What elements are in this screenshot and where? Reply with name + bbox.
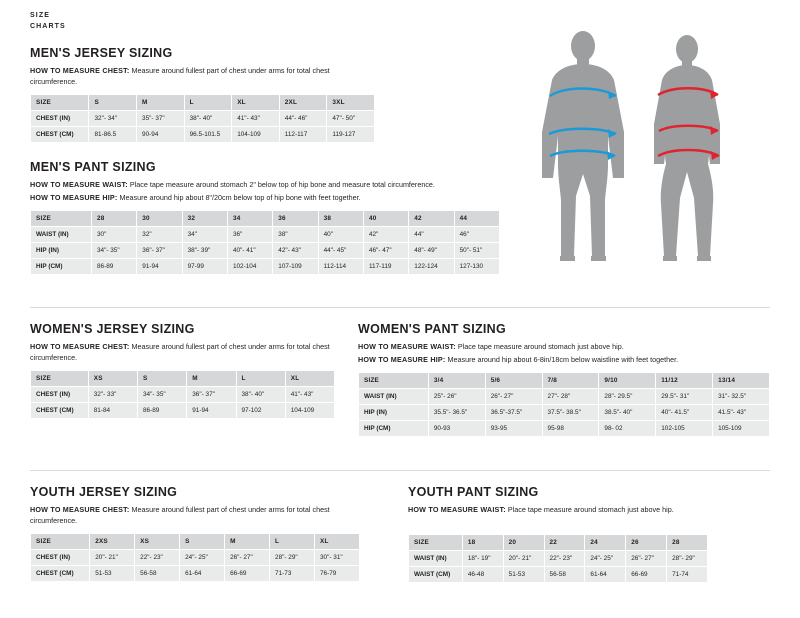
table-header-row — [31, 534, 360, 550]
page-title-line2: CHARTS — [30, 23, 66, 30]
th-13-14: 13/14 — [713, 373, 770, 389]
th-44: 44 — [454, 211, 499, 227]
th-xl: XL — [232, 95, 280, 111]
instruction-lead: HOW TO MEASURE CHEST: — [30, 342, 130, 351]
cell: 24"- 25" — [180, 550, 225, 566]
cell: 20"- 21" — [503, 550, 544, 566]
table-youth-jersey — [30, 533, 360, 582]
cell: 90-93 — [428, 421, 485, 437]
cell: 38" — [273, 227, 318, 243]
cell: 105-109 — [713, 421, 770, 437]
table-row — [31, 127, 375, 143]
section-youth-pant-sizing — [408, 485, 708, 583]
cell: 24"- 25" — [585, 550, 626, 566]
table-row — [359, 389, 770, 405]
row-label: CHEST (CM) — [31, 566, 90, 582]
cell: 46" — [454, 227, 499, 243]
cell: 41"- 43" — [232, 111, 280, 127]
cell: 95-98 — [542, 421, 599, 437]
cell: 61-64 — [180, 566, 225, 582]
instruction-text: Place tape measure around stomach just above hip. — [455, 342, 624, 351]
cell: 119-127 — [327, 127, 375, 143]
cell: 31"- 32.5" — [713, 389, 770, 405]
row-label: HIP (IN) — [359, 405, 429, 421]
table-header-row — [359, 373, 770, 389]
cell: 51-53 — [503, 566, 544, 582]
th-32: 32 — [182, 211, 227, 227]
cell: 27"- 28" — [542, 389, 599, 405]
cell: 22"- 23" — [544, 550, 585, 566]
cell: 36" — [227, 227, 272, 243]
th-36: 36 — [273, 211, 318, 227]
divider-bottom — [30, 470, 770, 471]
th-l: L — [270, 534, 315, 550]
cell: 32" — [137, 227, 182, 243]
th-20: 20 — [503, 534, 544, 550]
cell: 71-74 — [667, 566, 708, 582]
cell: 41.5"- 43" — [713, 405, 770, 421]
th-size: SIZE — [359, 373, 429, 389]
table-row — [359, 405, 770, 421]
cell: 90-94 — [137, 127, 185, 143]
th-l: L — [236, 371, 285, 387]
th-28: 28 — [91, 211, 136, 227]
section-title: WOMEN'S PANT SIZING — [358, 322, 507, 336]
cell: 30" — [91, 227, 136, 243]
th-34: 34 — [227, 211, 272, 227]
cell: 86-89 — [91, 259, 136, 275]
cell: 104-109 — [232, 127, 280, 143]
cell: 25"- 26" — [428, 389, 485, 405]
th-11-12: 11/12 — [656, 373, 713, 389]
page-title-line1: SIZE — [30, 12, 50, 19]
cell: 127-130 — [454, 259, 499, 275]
table-header-row — [31, 95, 375, 111]
th-7-8: 7/8 — [542, 373, 599, 389]
cell: 35"- 37" — [137, 111, 185, 127]
cell: 36"- 37" — [137, 243, 182, 259]
cell: 32"- 34" — [89, 111, 137, 127]
cell: 97-102 — [236, 403, 285, 419]
section-mens-jersey-sizing — [30, 46, 375, 143]
th-size: SIZE — [31, 211, 92, 227]
cell: 44"- 46" — [279, 111, 327, 127]
instruction-text: Measure around fullest part of chest under arms for total chest circumference. — [30, 342, 330, 362]
section-womens-pant-sizing — [358, 322, 770, 437]
instruction-chest — [30, 66, 375, 87]
row-label: CHEST (IN) — [31, 387, 89, 403]
instruction-chest — [30, 505, 360, 526]
table-header-row — [31, 211, 500, 227]
cell: 56-58 — [135, 566, 180, 582]
cell: 34" — [182, 227, 227, 243]
row-label: HIP (CM) — [31, 259, 92, 275]
table-header-row — [409, 534, 708, 550]
cell: 86-89 — [138, 403, 187, 419]
cell: 81-84 — [88, 403, 137, 419]
instruction-waist — [30, 180, 500, 191]
table-row — [409, 550, 708, 566]
cell: 34"- 35" — [91, 243, 136, 259]
cell: 22"- 23" — [135, 550, 180, 566]
th-2xl: 2XL — [279, 95, 327, 111]
cell: 91-94 — [187, 403, 236, 419]
instruction-chest — [30, 342, 335, 363]
th-s: S — [180, 534, 225, 550]
cell: 36.5"-37.5" — [485, 405, 542, 421]
th-size: SIZE — [31, 371, 89, 387]
cell: 96.5-101.5 — [184, 127, 232, 143]
cell: 48"- 49" — [409, 243, 454, 259]
cell: 40"- 41" — [227, 243, 272, 259]
table-womens-pant — [358, 372, 770, 437]
section-title: MEN'S JERSEY SIZING — [30, 46, 173, 60]
row-label: WAIST (IN) — [359, 389, 429, 405]
th-38: 38 — [318, 211, 363, 227]
cell: 112-114 — [318, 259, 363, 275]
th-2xs: 2XS — [90, 534, 135, 550]
cell: 40" — [318, 227, 363, 243]
instruction-text: Measure around hip about 6-8in/18cm below waistline with feet together. — [445, 354, 679, 364]
th-22: 22 — [544, 534, 585, 550]
th-m: M — [137, 95, 185, 111]
row-label: WAIST (IN) — [409, 550, 463, 566]
cell: 76-79 — [314, 566, 359, 582]
cell: 34"- 35" — [138, 387, 187, 403]
instruction-waist — [408, 505, 708, 516]
table-mens-jersey — [30, 94, 375, 143]
cell: 93-95 — [485, 421, 542, 437]
section-title: MEN'S PANT SIZING — [30, 160, 156, 174]
cell: 41"- 43" — [285, 387, 334, 403]
instruction-lead: HOW TO MEASURE CHEST: — [30, 66, 130, 75]
cell: 35.5"- 36.5" — [428, 405, 485, 421]
th-42: 42 — [409, 211, 454, 227]
cell: 42"- 43" — [273, 243, 318, 259]
cell: 28"- 29" — [667, 550, 708, 566]
row-label: HIP (CM) — [359, 421, 429, 437]
section-title: YOUTH PANT SIZING — [408, 485, 539, 499]
cell: 44" — [409, 227, 454, 243]
cell: 122-124 — [409, 259, 454, 275]
table-youth-pant — [408, 534, 708, 583]
table-row — [31, 111, 375, 127]
th-9-10: 9/10 — [599, 373, 656, 389]
instruction-text: Place tape measure around stomach 2" below top of hip bone and measure total circumference. — [127, 180, 435, 189]
cell: 51-53 — [90, 566, 135, 582]
cell: 81-86.5 — [89, 127, 137, 143]
cell: 38"- 39" — [182, 243, 227, 259]
table-row — [409, 566, 708, 582]
th-24: 24 — [585, 534, 626, 550]
cell: 44"- 45" — [318, 243, 363, 259]
cell: 38.5"- 40" — [599, 405, 656, 421]
cell: 20"- 21" — [90, 550, 135, 566]
cell: 97-99 — [182, 259, 227, 275]
instruction-hip — [30, 193, 500, 204]
instruction-hip — [358, 355, 770, 366]
cell: 30"- 31" — [314, 550, 359, 566]
th-l: L — [184, 95, 232, 111]
table-row — [31, 227, 500, 243]
table-header-row — [31, 371, 335, 387]
th-size: SIZE — [409, 534, 463, 550]
section-mens-pant-sizing — [30, 160, 500, 275]
row-label: CHEST (CM) — [31, 403, 89, 419]
section-womens-jersey-sizing — [30, 322, 335, 419]
cell: 32"- 33" — [88, 387, 137, 403]
instruction-lead: HOW TO MEASURE HIP: — [30, 192, 118, 202]
cell: 66-69 — [225, 566, 270, 582]
th-3xl: 3XL — [327, 95, 375, 111]
section-title: WOMEN'S JERSEY SIZING — [30, 322, 195, 336]
body-diagrams — [520, 28, 780, 288]
cell: 71-73 — [270, 566, 315, 582]
cell: 38"- 40" — [236, 387, 285, 403]
th-26: 26 — [626, 534, 667, 550]
row-label: CHEST (IN) — [31, 550, 90, 566]
th-s: S — [89, 95, 137, 111]
th-28: 28 — [667, 534, 708, 550]
page-title — [30, 10, 66, 32]
th-xs: XS — [88, 371, 137, 387]
th-s: S — [138, 371, 187, 387]
cell: 29.5"- 31" — [656, 389, 713, 405]
table-row — [31, 550, 360, 566]
divider-top — [30, 307, 770, 308]
instruction-lead: HOW TO MEASURE HIP: — [358, 354, 446, 364]
table-row — [31, 259, 500, 275]
male-body-diagram — [542, 31, 624, 261]
cell: 28"- 29" — [270, 550, 315, 566]
table-row — [31, 566, 360, 582]
instruction-lead: HOW TO MEASURE WAIST: — [408, 505, 506, 514]
cell: 66-69 — [626, 566, 667, 582]
cell: 46-48 — [462, 566, 503, 582]
th-30: 30 — [137, 211, 182, 227]
th-size: SIZE — [31, 534, 90, 550]
instruction-lead: HOW TO MEASURE WAIST: — [358, 342, 456, 351]
row-label: WAIST (CM) — [409, 566, 463, 582]
cell: 37.5"- 38.5" — [542, 405, 599, 421]
table-womens-jersey — [30, 370, 335, 419]
table-row — [359, 421, 770, 437]
cell: 38"- 40" — [184, 111, 232, 127]
table-row — [31, 243, 500, 259]
cell: 91-94 — [137, 259, 182, 275]
cell: 56-58 — [544, 566, 585, 582]
instruction-lead: HOW TO MEASURE CHEST: — [30, 505, 130, 514]
instruction-text: Place tape measure around stomach just above hip. — [505, 505, 674, 514]
th-xl: XL — [314, 534, 359, 550]
instruction-lead: HOW TO MEASURE WAIST: — [30, 180, 128, 189]
cell: 47"- 50" — [327, 111, 375, 127]
instruction-text: Measure around fullest part of chest under arms for total chest circumference. — [30, 66, 330, 86]
cell: 104-109 — [285, 403, 334, 419]
instruction-waist — [358, 342, 770, 353]
cell: 18"- 19" — [462, 550, 503, 566]
th-18: 18 — [462, 534, 503, 550]
th-size: SIZE — [31, 95, 89, 111]
cell: 98- 02 — [599, 421, 656, 437]
cell: 28"- 29.5" — [599, 389, 656, 405]
cell: 40"- 41.5" — [656, 405, 713, 421]
row-label: CHEST (IN) — [31, 111, 89, 127]
row-label: WAIST (IN) — [31, 227, 92, 243]
cell: 102-105 — [656, 421, 713, 437]
row-label: CHEST (CM) — [31, 127, 89, 143]
table-row — [31, 387, 335, 403]
cell: 61-64 — [585, 566, 626, 582]
row-label: HIP (IN) — [31, 243, 92, 259]
th-xl: XL — [285, 371, 334, 387]
table-row — [31, 403, 335, 419]
section-youth-jersey-sizing — [30, 485, 360, 582]
th-3-4: 3/4 — [428, 373, 485, 389]
cell: 26"- 27" — [485, 389, 542, 405]
instruction-text: Measure around hip about 8"/20cm below top of hip bone with feet together. — [117, 192, 361, 202]
cell: 26"- 27" — [626, 550, 667, 566]
th-5-6: 5/6 — [485, 373, 542, 389]
cell: 107-109 — [273, 259, 318, 275]
cell: 26"- 27" — [225, 550, 270, 566]
th-m: M — [225, 534, 270, 550]
female-body-diagram — [654, 35, 720, 261]
cell: 117-119 — [363, 259, 408, 275]
table-mens-pant — [30, 210, 500, 275]
section-title: YOUTH JERSEY SIZING — [30, 485, 178, 499]
th-m: M — [187, 371, 236, 387]
cell: 50"- 51" — [454, 243, 499, 259]
th-40: 40 — [363, 211, 408, 227]
cell: 42" — [363, 227, 408, 243]
cell: 46"- 47" — [363, 243, 408, 259]
cell: 36"- 37" — [187, 387, 236, 403]
cell: 102-104 — [227, 259, 272, 275]
instruction-text: Measure around fullest part of chest under arms for total chest circumference. — [30, 505, 330, 525]
cell: 112-117 — [279, 127, 327, 143]
th-xs: XS — [135, 534, 180, 550]
